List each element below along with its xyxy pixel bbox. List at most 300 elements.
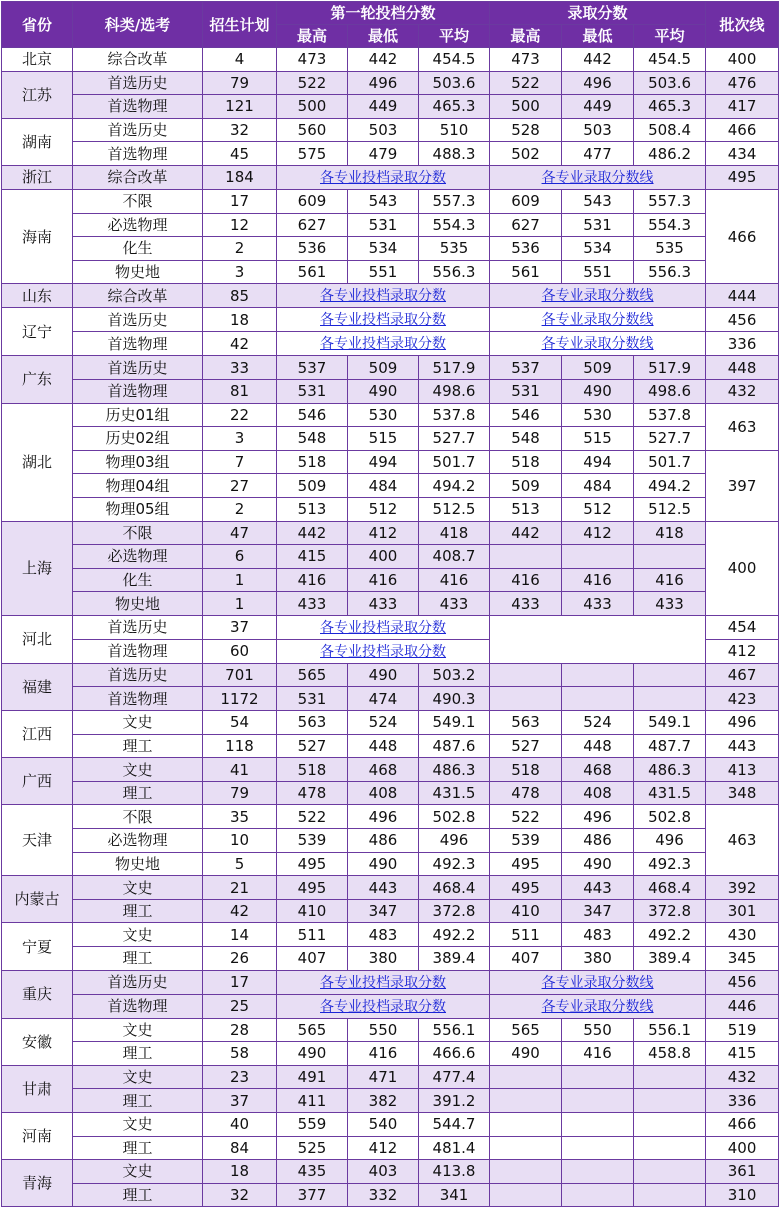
admit-avg-cell: 494.2 <box>634 474 706 498</box>
admit-link-text[interactable]: 各专业录取分数线 <box>541 312 654 329</box>
category-cell: 首选物理 <box>73 379 203 403</box>
round1-min-cell: 474 <box>348 687 419 711</box>
plan-cell: 12 <box>203 213 277 237</box>
admit-min-cell: 442 <box>562 48 634 72</box>
admit-max-cell: 509 <box>490 474 562 498</box>
admit-min-cell: 449 <box>562 95 634 119</box>
category-cell: 不限 <box>73 189 203 213</box>
admit-min-cell: 543 <box>562 189 634 213</box>
admit-avg-cell: 498.6 <box>634 379 706 403</box>
category-cell: 首选物理 <box>73 332 203 356</box>
admit-min-cell <box>562 1065 634 1089</box>
round1-max-cell: 442 <box>277 521 348 545</box>
round1-avg-cell: 487.6 <box>419 734 490 758</box>
round1-link-text[interactable]: 各专业投档录取分数 <box>320 312 447 329</box>
header-round1-max: 最高 <box>277 25 348 48</box>
plan-cell: 81 <box>203 379 277 403</box>
table-row <box>2 899 779 923</box>
round1-min-cell: 416 <box>348 568 419 592</box>
header-admit: 录取分数 <box>490 2 706 25</box>
round1-avg-cell: 341 <box>419 1183 490 1207</box>
round1-min-cell: 484 <box>348 474 419 498</box>
header-admit-avg: 平均 <box>634 25 706 48</box>
category-cell: 首选历史 <box>73 970 203 994</box>
admit-max-cell: 502 <box>490 142 562 166</box>
batch-cell: 400 <box>706 48 779 72</box>
round1-max-cell: 525 <box>277 1136 348 1160</box>
round1-min-cell: 551 <box>348 260 419 284</box>
round1-max-cell: 416 <box>277 568 348 592</box>
admit-link-text[interactable]: 各专业录取分数线 <box>541 288 654 305</box>
batch-cell: 456 <box>706 308 779 332</box>
category-cell: 物理05组 <box>73 497 203 521</box>
batch-cell: 348 <box>706 781 779 805</box>
round1-min-cell: 494 <box>348 450 419 474</box>
plan-cell: 42 <box>203 899 277 923</box>
admit-avg-cell: 512.5 <box>634 497 706 521</box>
batch-cell: 463 <box>706 805 779 876</box>
round1-avg-cell: 477.4 <box>419 1065 490 1089</box>
table-row <box>2 781 779 805</box>
batch-cell: 519 <box>706 1018 779 1042</box>
batch-cell: 444 <box>706 284 779 308</box>
category-cell: 首选物理 <box>73 994 203 1018</box>
plan-cell: 23 <box>203 1065 277 1089</box>
admit-avg-cell: 501.7 <box>634 450 706 474</box>
batch-cell: 336 <box>706 332 779 356</box>
admit-min-cell: 530 <box>562 403 634 427</box>
round1-link-text[interactable]: 各专业投档录取分数 <box>320 169 447 186</box>
plan-cell: 27 <box>203 474 277 498</box>
category-cell: 必选物理 <box>73 829 203 853</box>
table-row <box>2 379 779 403</box>
round1-avg-cell: 389.4 <box>419 947 490 971</box>
round1-max-cell: 548 <box>277 427 348 451</box>
batch-cell: 443 <box>706 734 779 758</box>
admit-min-cell <box>562 1089 634 1113</box>
round1-avg-cell: 433 <box>419 592 490 616</box>
admit-min-cell: 448 <box>562 734 634 758</box>
round1-max-cell: 407 <box>277 947 348 971</box>
round1-avg-cell: 527.7 <box>419 427 490 451</box>
category-cell: 理工 <box>73 947 203 971</box>
round1-max-cell: 509 <box>277 474 348 498</box>
batch-cell: 301 <box>706 899 779 923</box>
admit-min-cell <box>562 545 634 569</box>
admit-min-cell: 486 <box>562 829 634 853</box>
round1-avg-cell: 391.2 <box>419 1089 490 1113</box>
admit-min-cell <box>562 1136 634 1160</box>
table-row <box>2 923 779 947</box>
admit-max-cell: 539 <box>490 829 562 853</box>
province-cell: 上海 <box>2 521 73 615</box>
round1-min-cell: 496 <box>348 805 419 829</box>
round1-avg-cell: 416 <box>419 568 490 592</box>
round1-min-cell: 347 <box>348 899 419 923</box>
batch-cell: 496 <box>706 711 779 735</box>
category-cell: 首选物理 <box>73 687 203 711</box>
admit-link-text[interactable]: 各专业录取分数线 <box>541 169 654 186</box>
table-row <box>2 829 779 853</box>
round1-min-cell: 490 <box>348 852 419 876</box>
round1-max-cell: 495 <box>277 876 348 900</box>
round1-min-cell: 486 <box>348 829 419 853</box>
category-cell: 物史地 <box>73 852 203 876</box>
category-cell: 必选物理 <box>73 213 203 237</box>
table-row <box>2 71 779 95</box>
admit-avg-cell <box>634 1112 706 1136</box>
round1-avg-cell: 372.8 <box>419 899 490 923</box>
plan-cell: 45 <box>203 142 277 166</box>
admit-avg-cell: 431.5 <box>634 781 706 805</box>
province-cell: 重庆 <box>2 970 73 1018</box>
batch-cell: 432 <box>706 1065 779 1089</box>
category-cell: 不限 <box>73 521 203 545</box>
admit-avg-cell: 458.8 <box>634 1042 706 1066</box>
table-row <box>2 1136 779 1160</box>
admit-link-text[interactable]: 各专业录取分数线 <box>541 974 654 991</box>
round1-min-cell: 483 <box>348 923 419 947</box>
table-row <box>2 568 779 592</box>
batch-cell: 467 <box>706 663 779 687</box>
category-cell: 首选物理 <box>73 95 203 119</box>
admit-link-text[interactable]: 各专业录取分数线 <box>541 998 654 1015</box>
plan-cell: 32 <box>203 118 277 142</box>
round1-max-cell: 433 <box>277 592 348 616</box>
plan-cell: 701 <box>203 663 277 687</box>
round1-max-cell: 490 <box>277 1042 348 1066</box>
admit-avg-cell: 389.4 <box>634 947 706 971</box>
admit-avg-cell: 556.3 <box>634 260 706 284</box>
round1-max-cell: 537 <box>277 356 348 380</box>
round1-max-cell: 511 <box>277 923 348 947</box>
round1-min-cell: 408 <box>348 781 419 805</box>
admit-avg-cell: 549.1 <box>634 711 706 735</box>
admit-avg-cell: 468.4 <box>634 876 706 900</box>
admit-min-cell <box>562 1160 634 1184</box>
round1-avg-cell: 557.3 <box>419 189 490 213</box>
plan-cell: 42 <box>203 332 277 356</box>
round1-min-cell: 512 <box>348 497 419 521</box>
round1-link-text[interactable]: 各专业投档录取分数 <box>320 974 447 991</box>
batch-cell: 430 <box>706 923 779 947</box>
header-admit-max: 最高 <box>490 25 562 48</box>
plan-cell: 58 <box>203 1042 277 1066</box>
batch-cell: 345 <box>706 947 779 971</box>
plan-cell: 5 <box>203 852 277 876</box>
table-row <box>2 237 779 261</box>
table-row <box>2 994 779 1018</box>
admit-avg-cell: 554.3 <box>634 213 706 237</box>
admit-max-cell: 531 <box>490 379 562 403</box>
table-body <box>2 48 779 1207</box>
round1-min-cell: 471 <box>348 1065 419 1089</box>
table-row <box>2 1018 779 1042</box>
table-header <box>2 2 779 48</box>
round1-max-cell: 565 <box>277 1018 348 1042</box>
round1-max-cell: 518 <box>277 758 348 782</box>
admit-min-cell: 490 <box>562 852 634 876</box>
admit-avg-cell: 492.2 <box>634 923 706 947</box>
plan-cell: 3 <box>203 427 277 451</box>
round1-link-text[interactable]: 各专业投档录取分数 <box>320 336 447 353</box>
province-cell: 福建 <box>2 663 73 710</box>
admit-link <box>490 308 706 332</box>
round1-avg-cell: 556.1 <box>419 1018 490 1042</box>
admit-avg-cell <box>634 1065 706 1089</box>
batch-cell: 415 <box>706 1042 779 1066</box>
round1-min-cell: 468 <box>348 758 419 782</box>
admit-min-cell <box>562 1112 634 1136</box>
round1-link <box>277 165 490 189</box>
round1-avg-cell: 490.3 <box>419 687 490 711</box>
round1-link <box>277 615 490 639</box>
plan-cell: 47 <box>203 521 277 545</box>
round1-link-text[interactable]: 各专业投档录取分数 <box>320 619 447 636</box>
category-cell: 综合改革 <box>73 165 203 189</box>
admit-min-cell: 443 <box>562 876 634 900</box>
round1-max-cell: 575 <box>277 142 348 166</box>
province-cell: 广西 <box>2 758 73 805</box>
category-cell: 历史01组 <box>73 403 203 427</box>
table-row <box>2 687 779 711</box>
round1-min-cell: 524 <box>348 711 419 735</box>
category-cell: 历史02组 <box>73 427 203 451</box>
admit-min-cell: 496 <box>562 71 634 95</box>
header-round1: 第一轮投档分数 <box>277 2 490 25</box>
province-cell: 湖北 <box>2 403 73 521</box>
table-row <box>2 1183 779 1207</box>
admit-avg-cell: 537.8 <box>634 403 706 427</box>
round1-min-cell: 403 <box>348 1160 419 1184</box>
batch-cell: 392 <box>706 876 779 900</box>
round1-max-cell: 377 <box>277 1183 348 1207</box>
round1-max-cell: 609 <box>277 189 348 213</box>
batch-cell: 495 <box>706 165 779 189</box>
admit-avg-cell <box>634 1136 706 1160</box>
table-row <box>2 734 779 758</box>
round1-link-text[interactable]: 各专业投档录取分数 <box>320 643 447 660</box>
round1-avg-cell: 554.3 <box>419 213 490 237</box>
admit-max-cell <box>490 1065 562 1089</box>
table-row <box>2 711 779 735</box>
round1-min-cell: 442 <box>348 48 419 72</box>
admit-min-cell: 496 <box>562 805 634 829</box>
admit-avg-cell: 465.3 <box>634 95 706 119</box>
round1-min-cell: 412 <box>348 521 419 545</box>
category-cell: 综合改革 <box>73 284 203 308</box>
category-cell: 物理04组 <box>73 474 203 498</box>
round1-max-cell: 495 <box>277 852 348 876</box>
admit-min-cell: 380 <box>562 947 634 971</box>
table-row <box>2 332 779 356</box>
batch-cell: 432 <box>706 379 779 403</box>
round1-avg-cell: 556.3 <box>419 260 490 284</box>
table-row <box>2 521 779 545</box>
admit-avg-cell: 517.9 <box>634 356 706 380</box>
category-cell: 文史 <box>73 758 203 782</box>
plan-cell: 37 <box>203 1089 277 1113</box>
round1-avg-cell: 418 <box>419 521 490 545</box>
plan-cell: 79 <box>203 71 277 95</box>
plan-cell: 26 <box>203 947 277 971</box>
round1-avg-cell: 454.5 <box>419 48 490 72</box>
plan-cell: 17 <box>203 189 277 213</box>
category-cell: 首选历史 <box>73 615 203 639</box>
admit-link-text[interactable]: 各专业录取分数线 <box>541 336 654 353</box>
admit-max-cell: 563 <box>490 711 562 735</box>
admit-max-cell <box>490 1112 562 1136</box>
plan-cell: 41 <box>203 758 277 782</box>
table-row <box>2 1089 779 1113</box>
table-row <box>2 260 779 284</box>
category-cell: 理工 <box>73 1183 203 1207</box>
plan-cell: 84 <box>203 1136 277 1160</box>
admit-link <box>490 994 706 1018</box>
round1-max-cell: 411 <box>277 1089 348 1113</box>
table-row <box>2 356 779 380</box>
admit-min-cell: 509 <box>562 356 634 380</box>
admit-max-cell: 527 <box>490 734 562 758</box>
admit-avg-cell <box>634 687 706 711</box>
table-row <box>2 852 779 876</box>
round1-max-cell: 435 <box>277 1160 348 1184</box>
plan-cell: 21 <box>203 876 277 900</box>
plan-cell: 79 <box>203 781 277 805</box>
round1-link-text[interactable]: 各专业投档录取分数 <box>320 288 447 305</box>
round1-min-cell: 490 <box>348 379 419 403</box>
admit-min-cell <box>562 663 634 687</box>
admit-min-cell: 416 <box>562 568 634 592</box>
round1-max-cell: 539 <box>277 829 348 853</box>
round1-min-cell: 449 <box>348 95 419 119</box>
category-cell: 化生 <box>73 237 203 261</box>
round1-avg-cell: 549.1 <box>419 711 490 735</box>
province-cell: 辽宁 <box>2 308 73 356</box>
plan-cell: 14 <box>203 923 277 947</box>
admit-max-cell: 536 <box>490 237 562 261</box>
admit-max-cell: 609 <box>490 189 562 213</box>
round1-avg-cell: 502.8 <box>419 805 490 829</box>
round1-link <box>277 308 490 332</box>
round1-avg-cell: 503.6 <box>419 71 490 95</box>
plan-cell: 28 <box>203 1018 277 1042</box>
header-round1-avg: 平均 <box>419 25 490 48</box>
category-cell: 首选历史 <box>73 71 203 95</box>
table-row <box>2 48 779 72</box>
admit-max-cell: 518 <box>490 758 562 782</box>
province-cell: 内蒙古 <box>2 876 73 923</box>
plan-cell: 85 <box>203 284 277 308</box>
admit-min-cell: 534 <box>562 237 634 261</box>
round1-avg-cell: 496 <box>419 829 490 853</box>
round1-max-cell: 500 <box>277 95 348 119</box>
round1-max-cell: 531 <box>277 379 348 403</box>
admit-avg-cell: 487.7 <box>634 734 706 758</box>
admit-min-cell: 550 <box>562 1018 634 1042</box>
round1-avg-cell: 544.7 <box>419 1112 490 1136</box>
category-cell: 首选历史 <box>73 308 203 332</box>
plan-cell: 3 <box>203 260 277 284</box>
plan-cell: 118 <box>203 734 277 758</box>
category-cell: 化生 <box>73 568 203 592</box>
plan-cell: 4 <box>203 48 277 72</box>
round1-min-cell: 540 <box>348 1112 419 1136</box>
province-cell: 海南 <box>2 189 73 283</box>
round1-min-cell: 416 <box>348 1042 419 1066</box>
round1-avg-cell: 535 <box>419 237 490 261</box>
admit-avg-cell <box>634 1160 706 1184</box>
round1-min-cell: 400 <box>348 545 419 569</box>
batch-cell: 397 <box>706 450 779 521</box>
batch-cell: 310 <box>706 1183 779 1207</box>
round1-link-text[interactable]: 各专业投档录取分数 <box>320 998 447 1015</box>
admit-avg-cell: 433 <box>634 592 706 616</box>
batch-cell: 456 <box>706 970 779 994</box>
header-plan: 招生计划 <box>203 2 277 48</box>
batch-cell: 476 <box>706 71 779 95</box>
admit-avg-cell <box>634 545 706 569</box>
admit-max-cell: 511 <box>490 923 562 947</box>
plan-cell: 18 <box>203 1160 277 1184</box>
round1-avg-cell: 468.4 <box>419 876 490 900</box>
batch-cell: 466 <box>706 1112 779 1136</box>
round1-min-cell: 490 <box>348 663 419 687</box>
table-row <box>2 947 779 971</box>
category-cell: 物理03组 <box>73 450 203 474</box>
category-cell: 理工 <box>73 1089 203 1113</box>
table-row <box>2 142 779 166</box>
category-cell: 理工 <box>73 1136 203 1160</box>
table-row <box>2 1112 779 1136</box>
round1-max-cell: 527 <box>277 734 348 758</box>
round1-min-cell: 332 <box>348 1183 419 1207</box>
round1-min-cell: 496 <box>348 71 419 95</box>
admit-avg-cell: 508.4 <box>634 118 706 142</box>
round1-avg-cell: 431.5 <box>419 781 490 805</box>
admit-max-cell <box>490 1089 562 1113</box>
header-category: 科类/选考 <box>73 2 203 48</box>
table-row <box>2 497 779 521</box>
admit-min-cell: 484 <box>562 474 634 498</box>
round1-link <box>277 639 490 663</box>
table-row <box>2 1160 779 1184</box>
province-cell: 广东 <box>2 356 73 403</box>
round1-avg-cell: 488.3 <box>419 142 490 166</box>
admit-max-cell: 548 <box>490 427 562 451</box>
province-cell: 江苏 <box>2 71 73 118</box>
admit-min-cell: 468 <box>562 758 634 782</box>
round1-max-cell: 627 <box>277 213 348 237</box>
admit-max-cell: 546 <box>490 403 562 427</box>
admit-min-cell: 412 <box>562 521 634 545</box>
round1-avg-cell: 501.7 <box>419 450 490 474</box>
table-row <box>2 403 779 427</box>
admit-avg-cell: 496 <box>634 829 706 853</box>
province-cell: 北京 <box>2 48 73 72</box>
round1-avg-cell: 492.2 <box>419 923 490 947</box>
admit-max-cell <box>490 663 562 687</box>
category-cell: 首选历史 <box>73 356 203 380</box>
admit-max-cell <box>490 687 562 711</box>
round1-min-cell: 509 <box>348 356 419 380</box>
round1-min-cell: 531 <box>348 213 419 237</box>
province-cell: 江西 <box>2 711 73 758</box>
admit-max-cell <box>490 545 562 569</box>
admission-score-table <box>1 1 779 1207</box>
admit-max-cell: 561 <box>490 260 562 284</box>
province-cell: 青海 <box>2 1160 73 1207</box>
